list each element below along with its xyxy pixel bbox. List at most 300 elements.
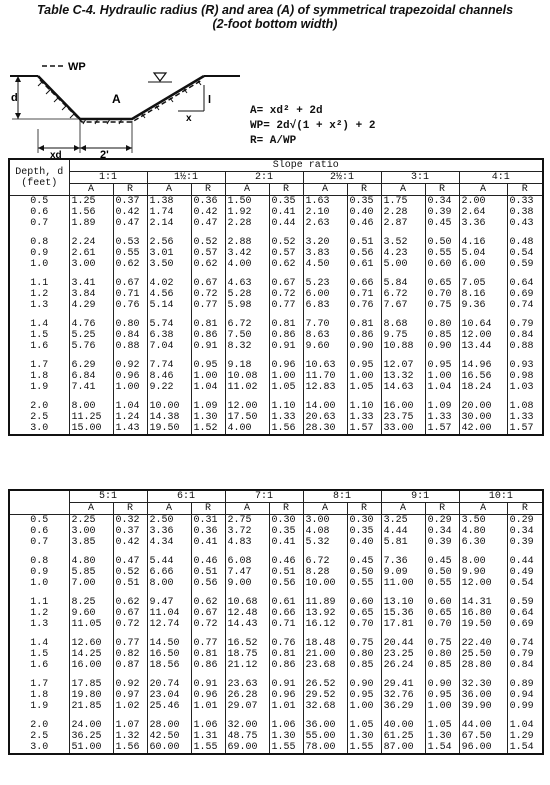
radius-cell: 0.77 xyxy=(191,300,225,311)
top-table-body xyxy=(9,196,543,436)
radius-cell: 0.39 xyxy=(507,537,543,548)
area-cell: 4.63 xyxy=(225,278,269,289)
radius-cell: 1.33 xyxy=(425,412,459,423)
radius-cell: 0.95 xyxy=(425,360,459,371)
area-cell: 11.02 xyxy=(225,382,269,393)
area-cell: 5.44 xyxy=(147,556,191,567)
area-cell: 36.00 xyxy=(459,690,507,701)
area-cell: 4.76 xyxy=(69,319,113,330)
bottom-width-label: 2' xyxy=(100,149,109,160)
table-row xyxy=(9,515,543,527)
depth-cell: 1.5 xyxy=(9,330,69,341)
radius-cell: 1.00 xyxy=(191,371,225,382)
area-cell: 7.00 xyxy=(69,578,113,589)
area-cell: 16.00 xyxy=(381,401,425,412)
r-formula: R= A/WP xyxy=(250,135,297,147)
radius-cell: 1.57 xyxy=(507,423,543,435)
area-cell: 4.02 xyxy=(147,278,191,289)
group-spacer xyxy=(9,712,543,720)
area-cell: 8.46 xyxy=(147,371,191,382)
radius-cell: 0.76 xyxy=(347,300,381,311)
area-cell: 8.00 xyxy=(147,578,191,589)
depth-cell: 0.6 xyxy=(9,526,69,537)
radius-cell: 0.89 xyxy=(507,679,543,690)
radius-cell: 1.00 xyxy=(113,382,147,393)
area-cell: 10.63 xyxy=(303,360,347,371)
radius-cell: 0.69 xyxy=(507,289,543,300)
area-column-header: A xyxy=(69,503,113,515)
radius-cell: 0.42 xyxy=(113,537,147,548)
bottom-table-body xyxy=(9,515,543,755)
area-cell: 5.81 xyxy=(381,537,425,548)
table-row xyxy=(9,382,543,393)
radius-cell: 1.05 xyxy=(347,720,381,731)
area-cell: 67.50 xyxy=(459,731,507,742)
area-cell: 16.50 xyxy=(147,649,191,660)
radius-cell: 1.02 xyxy=(113,701,147,712)
top-data-table xyxy=(8,158,544,436)
area-cell: 3.52 xyxy=(381,237,425,248)
depth-cell: 1.9 xyxy=(9,382,69,393)
radius-cell: 0.67 xyxy=(191,608,225,619)
area-cell: 28.80 xyxy=(459,660,507,671)
radius-cell: 1.54 xyxy=(425,742,459,754)
table-row xyxy=(9,690,543,701)
area-cell: 23.63 xyxy=(225,679,269,690)
table-row xyxy=(9,289,543,300)
area-cell: 7.41 xyxy=(69,382,113,393)
radius-column-header: R xyxy=(347,184,381,196)
area-cell: 5.00 xyxy=(381,259,425,270)
radius-cell: 0.90 xyxy=(425,679,459,690)
radius-cell: 0.86 xyxy=(269,330,303,341)
depth-cell: 1.6 xyxy=(9,341,69,352)
area-cell: 2.28 xyxy=(381,207,425,218)
radius-column-header: R xyxy=(347,503,381,515)
radius-cell: 1.00 xyxy=(347,701,381,712)
depth-cell: 1.5 xyxy=(9,649,69,660)
area-cell: 6.72 xyxy=(381,289,425,300)
radius-cell: 0.95 xyxy=(347,690,381,701)
area-cell: 6.30 xyxy=(459,537,507,548)
area-cell: 20.00 xyxy=(459,401,507,412)
radius-cell: 0.60 xyxy=(425,259,459,270)
area-cell: 25.46 xyxy=(147,701,191,712)
area-cell: 1.38 xyxy=(147,196,191,208)
radius-cell: 0.48 xyxy=(507,237,543,248)
area-cell: 17.50 xyxy=(225,412,269,423)
radius-cell: 1.00 xyxy=(269,371,303,382)
area-cell: 42.00 xyxy=(459,423,507,435)
radius-cell: 0.30 xyxy=(347,515,381,527)
area-cell: 9.00 xyxy=(225,578,269,589)
radius-cell: 0.72 xyxy=(191,619,225,630)
radius-cell: 1.29 xyxy=(507,731,543,742)
area-cell: 10.08 xyxy=(225,371,269,382)
area-cell: 5.74 xyxy=(147,319,191,330)
area-cell: 9.47 xyxy=(147,597,191,608)
area-cell: 44.00 xyxy=(459,720,507,731)
depth-cell: 2.0 xyxy=(9,401,69,412)
radius-cell: 1.55 xyxy=(191,742,225,754)
area-cell: 4.34 xyxy=(147,537,191,548)
depth-cell: 0.9 xyxy=(9,248,69,259)
radius-cell: 0.95 xyxy=(191,360,225,371)
table-row xyxy=(9,423,543,435)
depth-cell: 1.3 xyxy=(9,619,69,630)
area-cell: 36.25 xyxy=(69,731,113,742)
radius-cell: 0.86 xyxy=(347,330,381,341)
area-cell: 3.00 xyxy=(69,526,113,537)
depth-cell: 0.9 xyxy=(9,567,69,578)
table-row xyxy=(9,319,543,330)
table-row xyxy=(9,360,543,371)
radius-cell: 0.45 xyxy=(347,556,381,567)
area-cell: 14.50 xyxy=(147,638,191,649)
table-row xyxy=(9,330,543,341)
area-cell: 6.38 xyxy=(147,330,191,341)
area-cell: 12.83 xyxy=(303,382,347,393)
radius-cell: 0.67 xyxy=(191,278,225,289)
area-cell: 6.00 xyxy=(459,259,507,270)
slope-ratio-label: 7:1 xyxy=(225,490,303,503)
depth-cell: 3.0 xyxy=(9,742,69,754)
area-cell: 55.00 xyxy=(303,731,347,742)
group-spacer xyxy=(9,589,543,597)
area-cell: 23.68 xyxy=(303,660,347,671)
radius-cell: 0.98 xyxy=(507,371,543,382)
area-column-header: A xyxy=(459,503,507,515)
table-row xyxy=(9,248,543,259)
radius-cell: 1.04 xyxy=(113,401,147,412)
area-cell: 36.29 xyxy=(381,701,425,712)
area-cell: 3.36 xyxy=(147,526,191,537)
depth-cell: 1.0 xyxy=(9,259,69,270)
radius-cell: 0.90 xyxy=(347,341,381,352)
area-cell: 3.42 xyxy=(225,248,269,259)
radius-cell: 0.30 xyxy=(269,515,303,527)
area-cell: 14.63 xyxy=(381,382,425,393)
area-cell: 26.24 xyxy=(381,660,425,671)
radius-cell: 0.55 xyxy=(113,248,147,259)
area-cell: 6.84 xyxy=(69,371,113,382)
radius-cell: 1.09 xyxy=(425,401,459,412)
radius-cell: 0.99 xyxy=(507,701,543,712)
depth-cell: 1.2 xyxy=(9,608,69,619)
area-column-header: A xyxy=(303,503,347,515)
area-cell: 2.61 xyxy=(69,248,113,259)
area-cell: 16.00 xyxy=(69,660,113,671)
depth-cell: 1.0 xyxy=(9,578,69,589)
wp-formula: WP= 2d√(1 + x²) + 2 xyxy=(250,120,376,132)
area-column-header: A xyxy=(303,184,347,196)
group-spacer xyxy=(9,270,543,278)
area-cell: 8.00 xyxy=(459,556,507,567)
area-cell: 16.80 xyxy=(459,608,507,619)
area-cell: 6.72 xyxy=(225,319,269,330)
radius-column-header: R xyxy=(113,503,147,515)
area-cell: 9.09 xyxy=(381,567,425,578)
area-cell: 3.41 xyxy=(69,278,113,289)
area-cell: 11.00 xyxy=(381,578,425,589)
slope-ratio-label: 5:1 xyxy=(69,490,147,503)
ratio-header-row xyxy=(9,490,543,503)
area-cell: 18.24 xyxy=(459,382,507,393)
area-cell: 17.85 xyxy=(69,679,113,690)
area-cell: 4.80 xyxy=(459,526,507,537)
table-row xyxy=(9,608,543,619)
area-cell: 4.56 xyxy=(147,289,191,300)
table-row xyxy=(9,401,543,412)
radius-column-header: R xyxy=(507,503,543,515)
area-cell: 6.29 xyxy=(69,360,113,371)
radius-cell: 0.91 xyxy=(191,341,225,352)
area-cell: 8.16 xyxy=(459,289,507,300)
depth-cell: 1.7 xyxy=(9,679,69,690)
radius-cell: 0.79 xyxy=(507,319,543,330)
radius-cell: 0.65 xyxy=(347,608,381,619)
area-cell: 2.63 xyxy=(303,218,347,229)
radius-cell: 0.87 xyxy=(113,660,147,671)
table-row xyxy=(9,537,543,548)
table-row xyxy=(9,720,543,731)
area-cell: 2.10 xyxy=(303,207,347,218)
area-cell: 2.24 xyxy=(69,237,113,248)
radius-cell: 0.85 xyxy=(425,330,459,341)
area-cell: 13.10 xyxy=(381,597,425,608)
radius-cell: 1.10 xyxy=(269,401,303,412)
radius-cell: 0.95 xyxy=(425,690,459,701)
area-cell: 61.25 xyxy=(381,731,425,742)
area-cell: 10.88 xyxy=(381,341,425,352)
radius-cell: 0.42 xyxy=(191,207,225,218)
slope-ratio-label: 2½:1 xyxy=(303,172,381,184)
depth-cell: 1.6 xyxy=(9,660,69,671)
area-cell: 1.89 xyxy=(69,218,113,229)
area-cell: 3.20 xyxy=(303,237,347,248)
area-cell: 12.74 xyxy=(147,619,191,630)
depth-header: Depth, d (feet) xyxy=(9,159,69,196)
radius-cell: 1.24 xyxy=(113,412,147,423)
area-cell: 2.00 xyxy=(459,196,507,208)
radius-cell: 0.31 xyxy=(191,515,225,527)
radius-cell: 0.91 xyxy=(269,341,303,352)
radius-cell: 1.00 xyxy=(425,701,459,712)
area-cell: 2.56 xyxy=(147,237,191,248)
area-cell: 11.70 xyxy=(303,371,347,382)
radius-cell: 0.94 xyxy=(507,690,543,701)
radius-cell: 0.86 xyxy=(269,660,303,671)
area-cell: 1.92 xyxy=(225,207,269,218)
radius-cell: 0.34 xyxy=(425,526,459,537)
radius-cell: 0.34 xyxy=(507,526,543,537)
radius-cell: 0.67 xyxy=(113,608,147,619)
radius-column-header: R xyxy=(425,503,459,515)
area-cell: 2.75 xyxy=(225,515,269,527)
radius-cell: 0.81 xyxy=(347,319,381,330)
radius-cell: 0.76 xyxy=(269,638,303,649)
radius-cell: 0.96 xyxy=(113,371,147,382)
radius-cell: 1.56 xyxy=(113,742,147,754)
table-row xyxy=(9,619,543,630)
radius-cell: 1.55 xyxy=(269,742,303,754)
radius-cell: 0.56 xyxy=(269,578,303,589)
channel-cross-section-diagram xyxy=(2,55,247,160)
area-cell: 11.25 xyxy=(69,412,113,423)
slope-ratio-label: 4:1 xyxy=(459,172,543,184)
radius-cell: 1.33 xyxy=(507,412,543,423)
radius-column-header: R xyxy=(113,184,147,196)
area-cell: 3.50 xyxy=(147,259,191,270)
radius-cell: 0.74 xyxy=(507,638,543,649)
table-row xyxy=(9,237,543,248)
area-cell: 24.00 xyxy=(69,720,113,731)
group-spacer xyxy=(9,393,543,401)
radius-cell: 1.33 xyxy=(269,412,303,423)
area-cell: 5.32 xyxy=(303,537,347,548)
radius-cell: 0.50 xyxy=(425,237,459,248)
ratio-header-row xyxy=(9,172,543,184)
radius-cell: 0.69 xyxy=(507,619,543,630)
radius-cell: 0.95 xyxy=(347,360,381,371)
area-cell: 11.89 xyxy=(303,597,347,608)
radius-cell: 0.47 xyxy=(113,556,147,567)
area-cell: 51.00 xyxy=(69,742,113,754)
area-cell: 20.44 xyxy=(381,638,425,649)
area-column-header: A xyxy=(381,184,425,196)
radius-cell: 0.51 xyxy=(191,567,225,578)
radius-cell: 1.30 xyxy=(269,731,303,742)
area-column-header: A xyxy=(381,503,425,515)
area-cell: 42.50 xyxy=(147,731,191,742)
radius-cell: 0.59 xyxy=(507,597,543,608)
table-row xyxy=(9,649,543,660)
radius-cell: 0.29 xyxy=(507,515,543,527)
area-cell: 8.32 xyxy=(225,341,269,352)
table-row xyxy=(9,731,543,742)
depth-cell: 2.5 xyxy=(9,412,69,423)
radius-cell: 0.81 xyxy=(191,649,225,660)
depth-cell: 3.0 xyxy=(9,423,69,435)
area-cell: 28.30 xyxy=(303,423,347,435)
area-cell: 14.00 xyxy=(303,401,347,412)
depth-label: d xyxy=(11,92,18,104)
area-cell: 3.36 xyxy=(459,218,507,229)
radius-cell: 1.52 xyxy=(191,423,225,435)
radius-cell: 0.59 xyxy=(507,259,543,270)
formula-block xyxy=(250,104,375,149)
slope-ratio-label: 9:1 xyxy=(381,490,459,503)
radius-cell: 1.07 xyxy=(113,720,147,731)
area-column-header: A xyxy=(147,503,191,515)
area-cell: 10.68 xyxy=(225,597,269,608)
area-cell: 9.36 xyxy=(459,300,507,311)
area-cell: 10.64 xyxy=(459,319,507,330)
depth-cell: 1.1 xyxy=(9,597,69,608)
radius-cell: 0.75 xyxy=(347,638,381,649)
radius-cell: 1.03 xyxy=(507,382,543,393)
radius-cell: 0.50 xyxy=(425,567,459,578)
radius-cell: 0.62 xyxy=(191,259,225,270)
area-cell: 20.74 xyxy=(147,679,191,690)
radius-cell: 0.80 xyxy=(425,319,459,330)
area-cell: 7.74 xyxy=(147,360,191,371)
area-cell: 21.12 xyxy=(225,660,269,671)
area-cell: 17.81 xyxy=(381,619,425,630)
area-cell: 32.76 xyxy=(381,690,425,701)
radius-cell: 0.77 xyxy=(191,638,225,649)
area-cell: 7.36 xyxy=(381,556,425,567)
area-cell: 1.25 xyxy=(69,196,113,208)
slope-ratio-label: 3:1 xyxy=(381,172,459,184)
slope-ratio-label: 6:1 xyxy=(147,490,225,503)
depth-cell: 1.7 xyxy=(9,360,69,371)
radius-cell: 1.32 xyxy=(113,731,147,742)
area-cell: 29.07 xyxy=(225,701,269,712)
table-row xyxy=(9,259,543,270)
radius-cell: 0.52 xyxy=(269,237,303,248)
area-cell: 19.50 xyxy=(147,423,191,435)
group-spacer xyxy=(9,352,543,360)
area-cell: 1.50 xyxy=(225,196,269,208)
radius-column-header: R xyxy=(269,184,303,196)
area-cell: 7.50 xyxy=(225,330,269,341)
radius-cell: 0.80 xyxy=(113,319,147,330)
slope-vertical-label: l xyxy=(208,94,212,106)
radius-cell: 0.36 xyxy=(191,526,225,537)
area-cell: 6.66 xyxy=(147,567,191,578)
area-cell: 8.00 xyxy=(69,401,113,412)
area-cell: 40.00 xyxy=(381,720,425,731)
radius-cell: 1.43 xyxy=(113,423,147,435)
radius-cell: 0.71 xyxy=(113,289,147,300)
radius-cell: 0.44 xyxy=(269,218,303,229)
area-column-header: A xyxy=(147,184,191,196)
slope-ratio-header: Slope ratio xyxy=(69,159,543,172)
area-cell: 12.48 xyxy=(225,608,269,619)
radius-cell: 0.72 xyxy=(113,619,147,630)
radius-cell: 0.64 xyxy=(507,608,543,619)
area-formula: A= xd² + 2d xyxy=(250,105,323,117)
area-cell: 19.50 xyxy=(459,619,507,630)
area-cell: 26.52 xyxy=(303,679,347,690)
radius-cell: 1.06 xyxy=(191,720,225,731)
radius-cell: 1.30 xyxy=(347,731,381,742)
area-cell: 14.25 xyxy=(69,649,113,660)
group-spacer xyxy=(9,229,543,237)
radius-cell: 0.55 xyxy=(425,578,459,589)
area-cell: 2.87 xyxy=(381,218,425,229)
area-cell: 7.67 xyxy=(381,300,425,311)
group-spacer xyxy=(9,311,543,319)
radius-cell: 0.62 xyxy=(113,259,147,270)
depth-cell: 0.6 xyxy=(9,207,69,218)
depth-cell: 2.0 xyxy=(9,720,69,731)
area-cell: 13.32 xyxy=(381,371,425,382)
area-cell: 4.44 xyxy=(381,526,425,537)
table-row xyxy=(9,196,543,208)
area-cell: 32.68 xyxy=(303,701,347,712)
table-row xyxy=(9,207,543,218)
area-cell: 10.00 xyxy=(303,578,347,589)
area-cell: 25.50 xyxy=(459,649,507,660)
area-cell: 9.90 xyxy=(459,567,507,578)
radius-cell: 0.90 xyxy=(425,341,459,352)
radius-cell: 0.85 xyxy=(347,660,381,671)
radius-cell: 1.30 xyxy=(191,412,225,423)
radius-cell: 0.37 xyxy=(113,526,147,537)
radius-cell: 0.70 xyxy=(347,619,381,630)
